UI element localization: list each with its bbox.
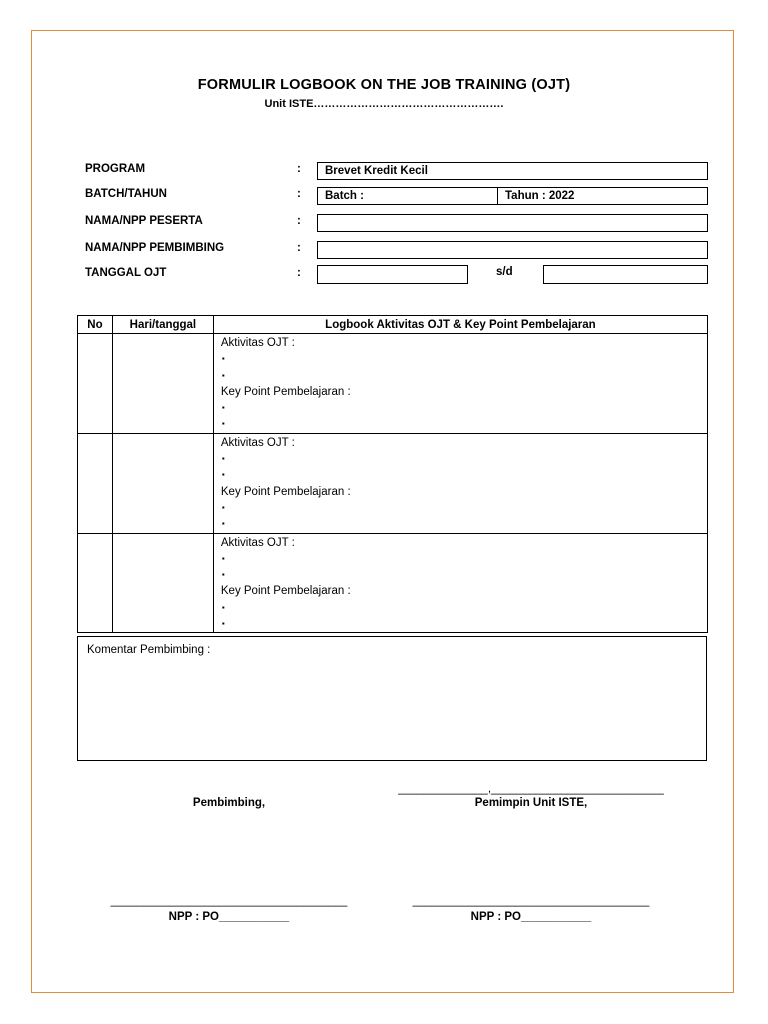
table-row	[78, 533, 708, 633]
logbook-table	[77, 315, 708, 633]
left-npp: NPP : PO___________	[168, 911, 290, 923]
bullet: ▪	[221, 370, 225, 380]
keypoint-label: Key Point Pembelajaran :	[220, 485, 351, 498]
tanggal-colon: :	[297, 267, 301, 279]
peserta-field[interactable]	[317, 214, 708, 232]
left-signer-role: Pembimbing,	[192, 797, 266, 809]
right-npp: NPP : PO___________	[470, 911, 592, 923]
pembimbing-label: NAMA/NPP PEMBIMBING	[85, 242, 225, 254]
row-no-cell[interactable]	[78, 533, 113, 633]
comment-label: Komentar Pembimbing :	[87, 644, 211, 656]
table-row	[78, 433, 708, 533]
program-colon: :	[297, 163, 301, 175]
form-title: FORMULIR LOGBOOK ON THE JOB TRAINING (OJT)	[197, 77, 571, 93]
tanggal-label: TANGGAL OJT	[85, 267, 167, 279]
pembimbing-field[interactable]	[317, 241, 708, 259]
header-date: Hari/tanggal	[112, 316, 213, 334]
row-logbook-cell[interactable]	[213, 533, 707, 633]
bullet: ▪	[221, 553, 225, 563]
batch-tahun-colon: :	[297, 188, 301, 200]
row-no-cell[interactable]	[78, 334, 113, 434]
bullet: ▪	[221, 602, 225, 612]
left-signature-line[interactable]: _____________________________________	[110, 895, 348, 907]
tanggal-from-field[interactable]	[317, 265, 468, 284]
peserta-colon: :	[297, 215, 301, 227]
header-logbook: Logbook Aktivitas OJT & Key Point Pembelajaran	[213, 316, 707, 334]
tanggal-to-field[interactable]	[543, 265, 708, 284]
place-date-line[interactable]: ______________,___________________________	[398, 783, 664, 795]
table-row	[78, 334, 708, 434]
bullet: ▪	[221, 470, 225, 480]
activity-label: Aktivitas OJT :	[220, 536, 295, 549]
activity-label: Aktivitas OJT :	[220, 337, 295, 349]
right-signature-line[interactable]: _____________________________________	[412, 895, 650, 907]
keypoint-label: Key Point Pembelajaran :	[220, 585, 351, 598]
row-date-cell[interactable]	[112, 533, 213, 633]
right-signer-role: Pemimpin Unit ISTE,	[474, 797, 588, 809]
batch-field[interactable]: Batch :	[317, 187, 498, 205]
row-logbook-cell[interactable]	[213, 334, 707, 434]
bullet: ▪	[221, 502, 225, 512]
peserta-label: NAMA/NPP PESERTA	[85, 215, 203, 227]
bullet: ▪	[221, 454, 225, 464]
row-no-cell[interactable]	[78, 433, 113, 533]
bullet: ▪	[221, 519, 225, 529]
program-label: PROGRAM	[85, 163, 146, 175]
table-header-row	[78, 316, 708, 334]
keypoint-label: Key Point Pembelajaran :	[220, 385, 351, 398]
bullet: ▪	[221, 419, 225, 429]
program-field[interactable]: Brevet Kredit Kecil	[317, 162, 708, 180]
bullet: ▪	[221, 619, 225, 629]
tahun-field[interactable]: Tahun : 2022	[497, 187, 708, 205]
row-date-cell[interactable]	[112, 433, 213, 533]
comment-box[interactable]	[77, 636, 707, 761]
batch-tahun-label: BATCH/TAHUN	[85, 188, 167, 200]
sd-label: s/d	[496, 266, 513, 278]
pembimbing-colon: :	[297, 242, 301, 254]
bullet: ▪	[221, 354, 225, 364]
bullet: ▪	[221, 403, 225, 413]
bullet: ▪	[221, 570, 225, 580]
form-subtitle: Unit ISTE…………………………………………….	[264, 98, 504, 110]
row-date-cell[interactable]	[112, 334, 213, 434]
row-logbook-cell[interactable]	[213, 433, 707, 533]
header-no: No	[78, 316, 113, 334]
activity-label: Aktivitas OJT :	[220, 436, 295, 449]
